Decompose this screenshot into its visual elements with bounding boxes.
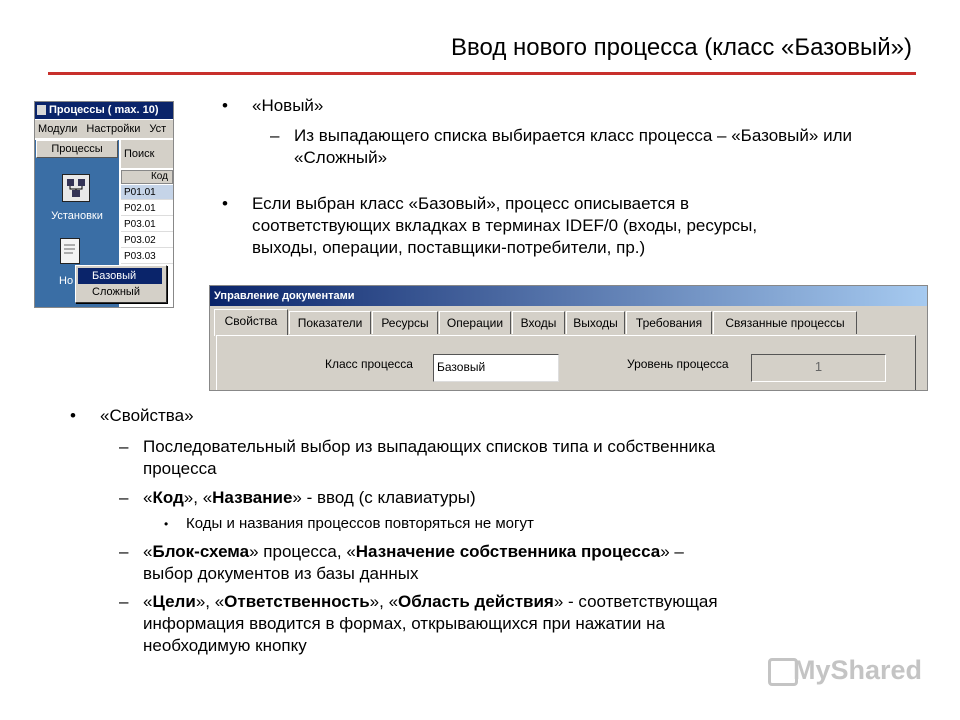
processes-window-title: Процессы ( max. 10) — [49, 104, 159, 116]
sub-goals-line1 — [143, 591, 903, 613]
quote-open: « — [143, 592, 153, 611]
process-row[interactable]: P03.01 — [121, 217, 173, 232]
process-row[interactable]: P01.01 — [121, 185, 173, 200]
window-icon — [37, 105, 46, 115]
tab-outputs[interactable]: Выходы — [566, 311, 625, 334]
tab-properties[interactable]: Свойства — [214, 309, 288, 336]
sub-goals — [119, 591, 903, 657]
documents-window — [209, 285, 928, 391]
sub-goals-line2: информация вводится в формах, открывающихся при нажатии на — [143, 614, 665, 633]
bullet-basic-line2: соответствующих вкладках в терминах IDEF/0 (входы, ресурсы, — [252, 216, 758, 235]
tab-inputs[interactable]: Входы — [512, 311, 565, 334]
sub-flowchart — [119, 541, 903, 585]
scope-term: Область действия — [398, 592, 554, 611]
sub-flowchart-line2: выбор документов из базы данных — [143, 564, 419, 583]
unique-note: Коды и названия процессов повторяться не могут — [186, 515, 534, 532]
dash-marker: – — [270, 126, 280, 145]
sub-goals-line3: необходимую кнопку — [143, 636, 307, 655]
goals-term: Цели — [152, 592, 196, 611]
dash-marker: – — [119, 488, 129, 507]
sub-code-name — [119, 487, 903, 509]
bullet-basic-line3: выходы, операции, поставщики-потребители, пр.) — [252, 238, 646, 257]
menu-settings[interactable]: Настройки — [86, 123, 141, 135]
quote-open: « — [143, 488, 153, 507]
flowchart-term: Блок-схема — [152, 542, 250, 561]
tab-operations[interactable]: Операции — [439, 311, 511, 334]
menu-bar — [35, 120, 173, 138]
sub-sub-unique — [164, 514, 534, 534]
documents-window-title: Управление документами — [210, 286, 927, 306]
bullet-properties-text: «Свойства» — [100, 406, 194, 425]
quote-mid: », « — [195, 592, 225, 611]
processes-window — [34, 101, 174, 308]
flowchart-end: » – — [660, 542, 684, 561]
bullet-basic-line1: Если выбран класс «Базовый», процесс описывается в — [252, 194, 690, 213]
level-field: 1 — [751, 354, 886, 382]
quote-open: « — [143, 542, 153, 561]
bullet-dot: • — [222, 194, 228, 213]
process-row[interactable]: P02.01 — [121, 201, 173, 216]
responsibility-term: Ответственность — [224, 592, 370, 611]
sub-sequential-line1: Последовательный выбор из выпадающих списков типа и собственника — [143, 437, 716, 456]
sub-flowchart-line1 — [143, 541, 903, 563]
level-label: Уровень процесса — [627, 357, 729, 371]
bullet-new — [222, 95, 324, 117]
tab-related-processes[interactable]: Связанные процессы — [713, 311, 857, 334]
process-row[interactable]: P03.03 — [121, 249, 173, 264]
sub-sequential — [119, 436, 903, 480]
popup-item-basic[interactable]: Базовый — [78, 268, 162, 284]
process-row[interactable]: P03.02 — [121, 233, 173, 248]
tab-resources[interactable]: Ресурсы — [372, 311, 438, 334]
title-divider — [48, 72, 916, 75]
menu-modules[interactable]: Модули — [38, 123, 78, 135]
bullet-properties — [70, 405, 194, 427]
menu-install[interactable]: Уст — [149, 123, 167, 135]
tab-requirements[interactable]: Требования — [626, 311, 712, 334]
flowchart-mid: » процесса, « — [249, 542, 356, 561]
code-name-desc: » - ввод (с клавиатуры) — [292, 488, 476, 507]
new-document-icon[interactable] — [60, 238, 80, 264]
search-label[interactable]: Поиск — [121, 140, 173, 168]
slide-title: Ввод нового процесса (класс «Базовый») — [451, 34, 912, 61]
class-field[interactable]: Базовый — [433, 354, 559, 382]
code-column-header[interactable]: Код — [121, 170, 173, 184]
class-label: Класс процесса — [325, 357, 413, 371]
bullet-dot-small: • — [164, 517, 169, 531]
dash-marker: – — [119, 592, 129, 611]
settings-icon[interactable] — [62, 174, 90, 202]
sub-sequential-line2: процесса — [143, 459, 217, 478]
bullet-dot: • — [70, 406, 76, 425]
watermark: MyShared — [792, 655, 922, 685]
bullet-basic — [222, 193, 758, 259]
dash-marker: – — [119, 437, 129, 456]
goals-end: » - соответствующая — [553, 592, 718, 611]
quote-mid: », « — [369, 592, 399, 611]
class-popup-menu — [75, 265, 167, 303]
name-term: Название — [212, 488, 293, 507]
new-label: Но — [59, 275, 74, 287]
bullet-new-sub — [270, 125, 854, 169]
processes-window-titlebar — [35, 102, 173, 119]
bullet-new-text: «Новый» — [252, 96, 324, 115]
popup-item-complex[interactable]: Сложный — [92, 286, 140, 298]
bullet-dot: • — [222, 96, 228, 115]
processes-button[interactable]: Процессы — [36, 140, 118, 158]
dash-marker: – — [119, 542, 129, 561]
quote-mid: », « — [183, 488, 213, 507]
tab-indicators[interactable]: Показатели — [289, 311, 371, 334]
code-term: Код — [152, 488, 184, 507]
bullet-new-sub-text: Из выпадающего списка выбирается класс процесса – «Базовый» или «Сложный» — [294, 126, 852, 167]
owner-term: Назначение собственника процесса — [355, 542, 661, 561]
settings-label: Установки — [51, 210, 103, 222]
